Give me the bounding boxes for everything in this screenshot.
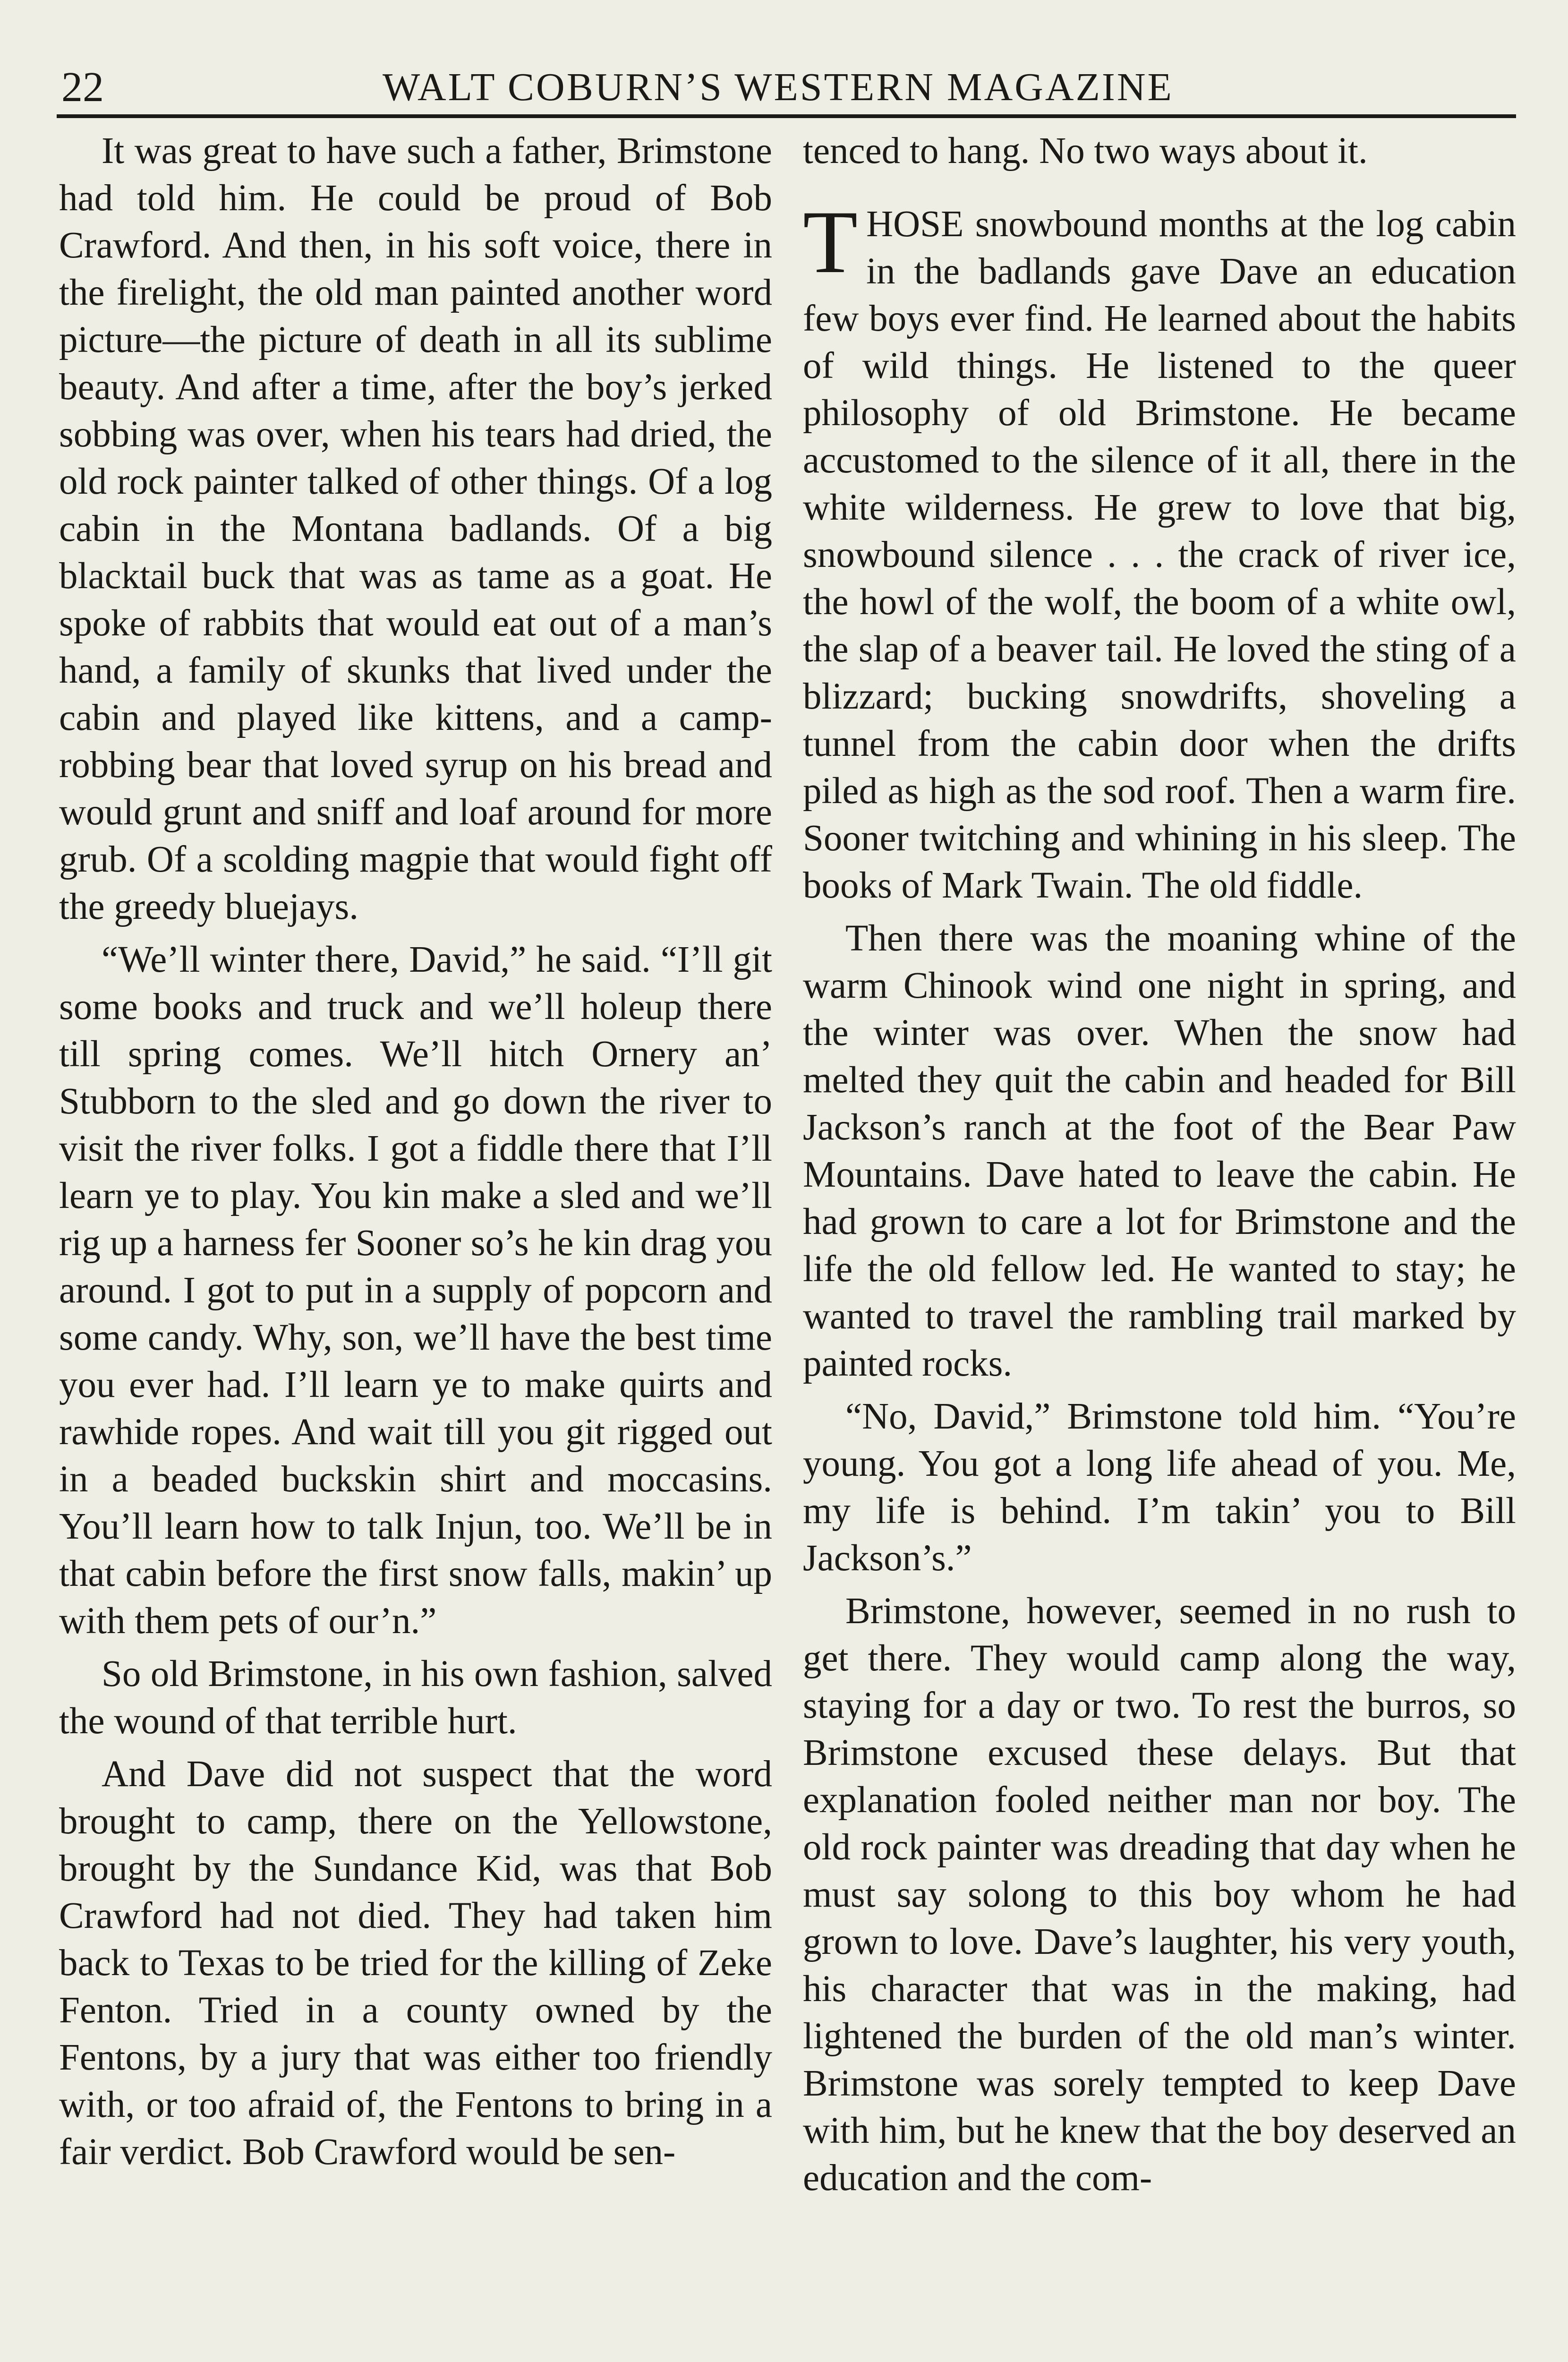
section-opening-text: HOSE snowbound months at the log cabin in the badlands gave Dave an education few boys ever find. He learned about the habits of wild things. He listened to the queer philosophy of old Brimstone. He became accustomed to the silence of it all, there in the white wilderness. He grew to love that big, snowbound silence . . . the crack of river ice, the howl of the wolf, the boom of a white owl, the slap of a beaver tail. He loved the sting of a blizzard; bucking snowdrifts, shoveling a tunnel from the cabin door when the drifts piled as high as the sod roof. Then a warm fire. Sooner twitching and whining in his sleep. The books of Mark Twain. The old fiddle. — [803, 204, 1516, 906]
paragraph: “No, David,” Brimstone told him. “You’re young. You got a long life ahead of you. Me, my life is behind. I’m takin’ you to Bill Jackson’s.” — [803, 1396, 1516, 1579]
right-column — [803, 128, 1516, 2202]
magazine-title: WALT COBURN’S WESTERN MAGAZINE — [383, 65, 1174, 109]
paragraph: And Dave did not suspect that the word brought to camp, there on the Yellowstone, brought by the Sundance Kid, was that Bob Crawford had not died. They had taken him back to Texas to be tried for the killing of Zeke Fenton. Tried in a county owned by the Fentons, by a jury that was either too friendly with, or too afraid of, the Fentons to bring in a fair verdict. Bob Crawford would be sen- — [59, 1754, 772, 2173]
page-header — [52, 61, 1521, 113]
left-column — [59, 128, 772, 2176]
paragraph: Brimstone, however, seemed in no rush to get there. They would camp along the way, staying for a day or two. To rest the burros, so Brimstone excused these delays. But that explanation fooled neither man nor boy. The old rock painter was dreading that day when he must say solong to this boy whom he had grown to love. Dave’s laughter, his very youth, his character that was in the making, had lightened the burden of the old man’s winter. Brimstone was sorely tempted to keep Dave with him, but he knew that the boy deserved an education and the com- — [803, 1591, 1516, 2199]
paragraph: “We’ll winter there, David,” he said. “I’ll git some books and truck and we’ll holeup there till spring comes. We’ll hitch Ornery an’ Stubborn to the sled and go down the river to visit the river folks. I got a fiddle there that I’ll learn ye to play. You kin make a sled and we’ll rig up a harness fer Sooner so’s he kin drag you around. I got to put in a supply of popcorn and some candy. Why, son, we’ll have the best time you ever had. I’ll learn ye to make quirts and rawhide ropes. And wait till you git rigged out in a beaded buckskin shirt and moccasins. You’ll learn how to talk Injun, too. We’ll be in that cabin before the first snow falls, makin’ up with them pets of our’n.” — [59, 939, 772, 1642]
continued-paragraph: tenced to hang. No two ways about it. — [803, 130, 1368, 171]
drop-cap: T — [803, 193, 858, 292]
paragraph: Then there was the moaning whine of the warm Chinook wind one night in spring, and the winter was over. When the snow had melted they quit the cabin and headed for Bill Jackson’s ranch at the foot of the Bear Paw Mountains. Dave hated to leave the cabin. He had grown to care a lot for Brimstone and the life the old fellow led. He wanted to stay; he wanted to travel the rambling trail marked by painted rocks. — [803, 918, 1516, 1384]
section-opening-paragraph — [803, 193, 1516, 909]
header-rule — [57, 114, 1516, 118]
paragraph: It was great to have such a father, Brimstone had told him. He could be proud of Bob Crawford. And then, in his soft voice, there in the firelight, the old man painted another word picture—the picture of death in all its sublime beauty. And after a time, after the boy’s jerked sobbing was over, when his tears had dried, the old rock painter talked of other things. Of a log cabin in the Montana badlands. Of a big blacktail buck that was as tame as a goat. He spoke of rabbits that would eat out of a man’s hand, a family of skunks that lived under the cabin and played like kittens, and a camp-robbing bear that loved syrup on his bread and would grunt and sniff and loaf around for more grub. Of a scolding magpie that would fight off the greedy bluejays. — [59, 130, 772, 927]
paragraph: So old Brimstone, in his own fashion, salved the wound of that terrible hurt. — [59, 1653, 772, 1742]
page-number: 22 — [61, 64, 104, 111]
